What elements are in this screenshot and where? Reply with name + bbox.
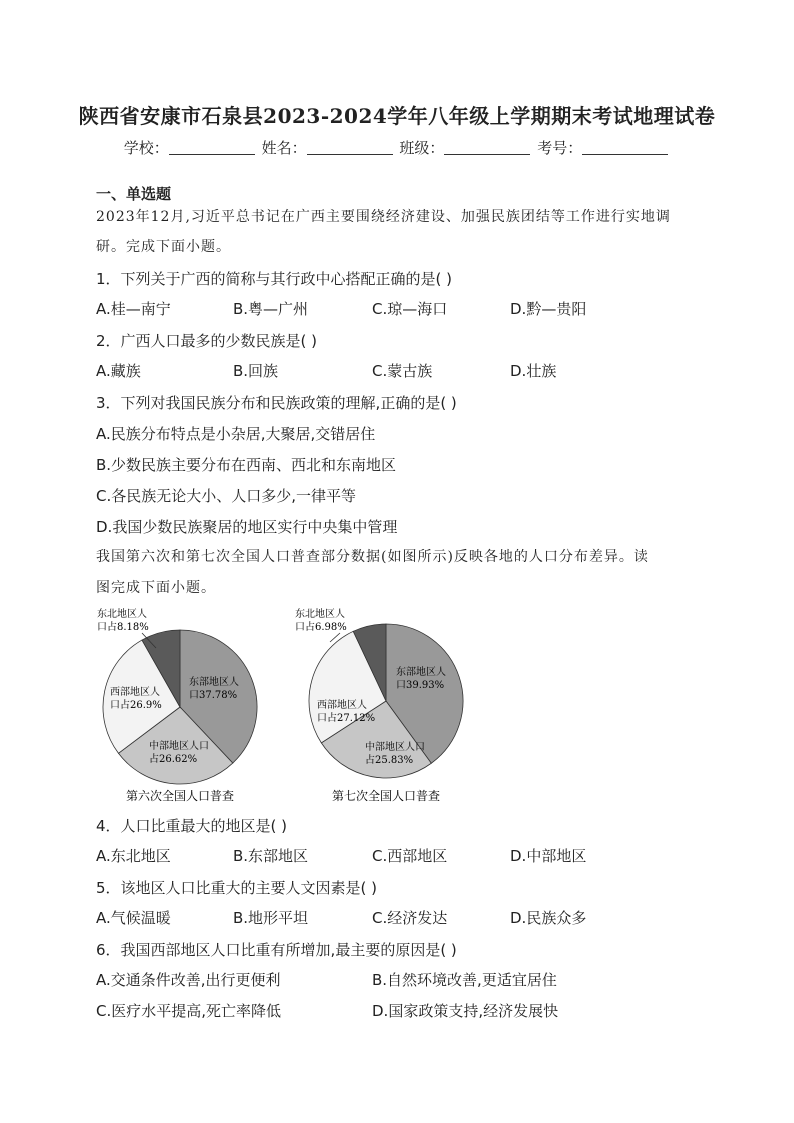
pie2-east-label-2: 口39.93% <box>396 680 445 691</box>
intro2-line2: 图完成下面小题。 <box>96 580 216 596</box>
q6-option-b[interactable]: B.自然环境改善,更适宜居住 <box>372 971 557 989</box>
q3-option-d[interactable]: D.我国少数民族聚居的地区实行中央集中管理 <box>96 518 398 536</box>
q1-option-c[interactable]: C.琼—海口 <box>372 300 448 318</box>
intro2-line1: 我国第六次和第七次全国人口普查部分数据(如图所示)反映各地的人口分布差异。读 <box>96 549 649 565</box>
q5-option-b[interactable]: B.地形平坦 <box>233 909 309 927</box>
class-blank[interactable] <box>444 140 530 155</box>
section-title: 一、单选题 <box>96 185 172 203</box>
question-3-stem: 3．下列对我国民族分布和民族政策的理解,正确的是( ) <box>96 394 457 412</box>
number-label: 考号： <box>537 139 583 157</box>
name-blank[interactable] <box>307 140 393 155</box>
q1-option-d[interactable]: D.黔—贵阳 <box>510 300 587 318</box>
q6-option-d[interactable]: D.国家政策支持,经济发展快 <box>372 1002 559 1020</box>
pie2-west-label-1: 西部地区人 <box>317 700 367 711</box>
pie2-central-label-2: 占25.83% <box>365 755 414 766</box>
q5-option-c[interactable]: C.经济发达 <box>372 909 448 927</box>
q4-option-c[interactable]: C.西部地区 <box>372 847 448 865</box>
q2-option-d[interactable]: D.壮族 <box>510 362 557 380</box>
q3-option-a[interactable]: A.民族分布特点是小杂居,大聚居,交错居住 <box>96 425 376 443</box>
school-label: 学校： <box>123 139 169 157</box>
q2-option-b[interactable]: B.回族 <box>233 362 279 380</box>
pie2-caption: 第七次全国人口普查 <box>331 789 441 803</box>
intro1-line2: 研。完成下面小题。 <box>96 239 231 255</box>
pie1-east-label-2: 口37.78% <box>189 690 238 701</box>
pie1-central-label-1: 中部地区人口 <box>149 741 209 752</box>
question-2-stem: 2．广西人口最多的少数民族是( ) <box>96 332 318 350</box>
pie1-central-label-2: 占26.62% <box>149 754 198 765</box>
pie1-east-label-1: 东部地区人 <box>189 677 239 688</box>
pie2-northeast-label-2: 口占6.98% <box>295 622 347 633</box>
student-info-line <box>0 137 794 158</box>
pie2-west-label-2: 口占27.12% <box>317 713 376 724</box>
q2-option-c[interactable]: C.蒙古族 <box>372 362 433 380</box>
question-5-stem: 5．该地区人口比重大的主要人文因素是( ) <box>96 879 378 897</box>
exam-title: 陕西省安康市石泉县2023-2024学年八年级上学期期末考试地理试卷 <box>78 104 716 128</box>
q1-option-a[interactable]: A.桂—南宁 <box>96 300 171 318</box>
intro1-line1: 2023年12月,习近平总书记在广西主要围绕经济建设、加强民族团结等工作进行实地调 <box>96 209 671 225</box>
q4-option-b[interactable]: B.东部地区 <box>233 847 309 865</box>
q4-option-d[interactable]: D.中部地区 <box>510 847 587 865</box>
pie2-east-label-1: 东部地区人 <box>396 667 446 678</box>
pie1-northeast-label-1: 东北地区人 <box>97 609 147 620</box>
q3-option-c[interactable]: C.各民族无论大小、人口多少,一律平等 <box>96 487 357 505</box>
question-1-stem: 1．下列关于广西的简称与其行政中心搭配正确的是( ) <box>96 270 453 288</box>
population-pie-charts <box>90 600 490 810</box>
number-blank[interactable] <box>582 140 668 155</box>
question-6-stem: 6．我国西部地区人口比重有所增加,最主要的原因是( ) <box>96 941 457 959</box>
pie2-northeast-label-1: 东北地区人 <box>295 609 345 620</box>
pie1-west-label-2: 口占26.9% <box>110 700 162 711</box>
class-label: 班级： <box>399 139 445 157</box>
q6-option-a[interactable]: A.交通条件改善,出行更便利 <box>96 971 281 989</box>
q5-option-d[interactable]: D.民族众多 <box>510 909 587 927</box>
pie2-central-label-1: 中部地区人口 <box>365 742 425 753</box>
q6-option-c[interactable]: C.医疗水平提高,死亡率降低 <box>96 1002 282 1020</box>
pie1-caption: 第六次全国人口普查 <box>125 789 235 803</box>
q5-option-a[interactable]: A.气候温暖 <box>96 909 171 927</box>
q1-option-b[interactable]: B.粤—广州 <box>233 300 309 318</box>
pie1-west-label-1: 西部地区人 <box>110 687 160 698</box>
q2-option-a[interactable]: A.藏族 <box>96 362 141 380</box>
pie1-northeast-label-2: 口占8.18% <box>97 622 149 633</box>
q3-option-b[interactable]: B.少数民族主要分布在西南、西北和东南地区 <box>96 456 397 474</box>
school-blank[interactable] <box>169 140 255 155</box>
q4-option-a[interactable]: A.东北地区 <box>96 847 171 865</box>
name-label: 姓名： <box>261 139 307 157</box>
question-4-stem: 4．人口比重最大的地区是( ) <box>96 817 288 835</box>
